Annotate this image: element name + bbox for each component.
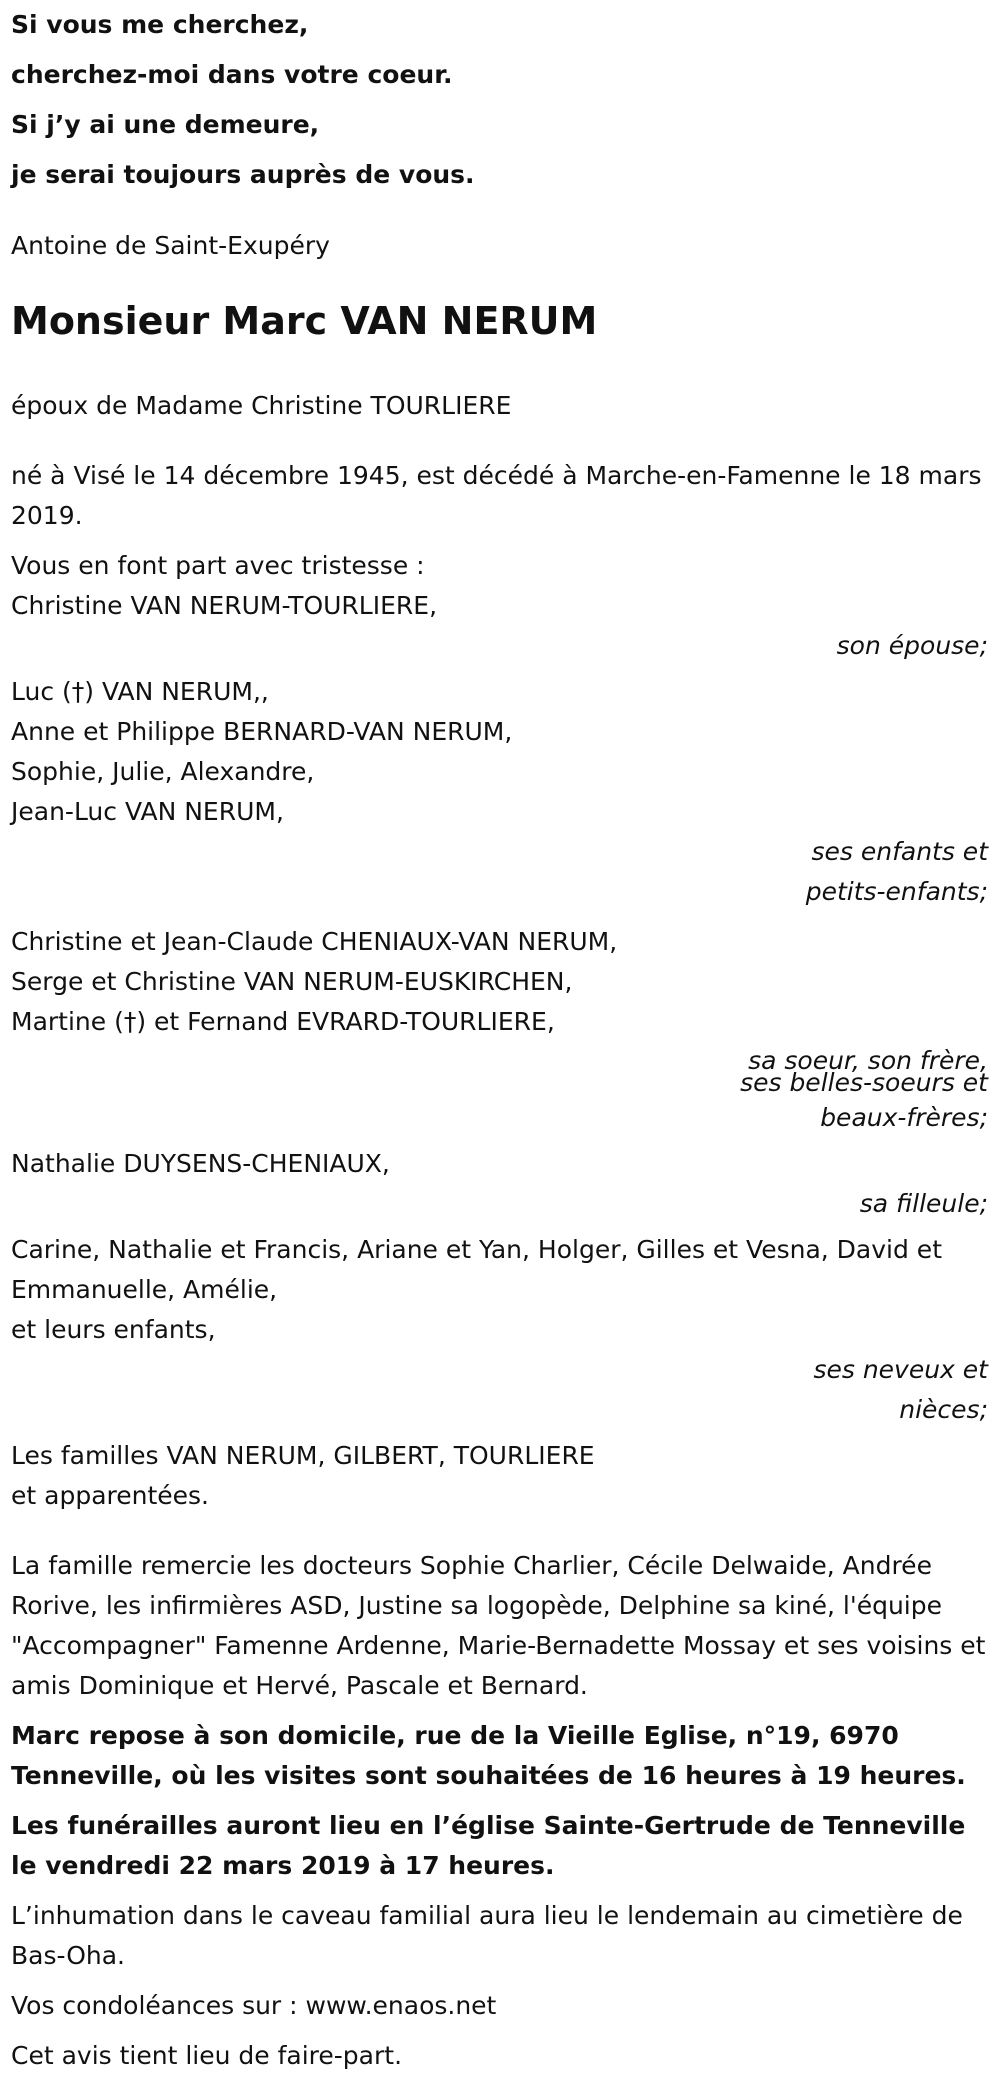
family-member-line: Serge et Christine VAN NERUM-EUSKIRCHEN, [11, 967, 573, 996]
family-member-line: Carine, Nathalie et Francis, Ariane et Yan, Holger, Gilles et Vesna, David et Emmanuelle, Amélie, [11, 1235, 942, 1304]
family-member-line: Sophie, Julie, Alexandre, [11, 757, 315, 786]
family-member-line: Jean-Luc VAN NERUM, [11, 797, 284, 826]
thanks-paragraph: La famille remercie les docteurs Sophie Charlier, Cécile Delwaide, Andrée Rorive, les infirmières ASD, Justine sa logopède, Delphine sa kiné, l'équipe "Accompagner" Famenne Ardenne, Marie-Bernadette Mossay et ses voisins et amis Dominique et Hervé, Pascale et Bernard. [11, 1551, 986, 1700]
funeral-paragraph: Les funérailles auront lieu en l’église Sainte-Gertrude de Tenneville le vendredi 22 mars 2019 à 17 heures. [11, 1811, 966, 1880]
poem-line: Si j’y ai une demeure, [11, 110, 320, 139]
burial-paragraph: L’inhumation dans le caveau familial aura lieu le lendemain au cimetière de Bas-Oha. [11, 1901, 963, 1970]
relationship-label: beaux-frères; [820, 1103, 988, 1132]
spouse-line: époux de Madame Christine TOURLIERE [11, 391, 512, 420]
poem-quote [11, 0, 990, 200]
relationship-label: sa soeur, son frère, [748, 1046, 988, 1075]
family-group-nephews [11, 1230, 990, 1430]
family-member-line: Christine VAN NERUM-TOURLIERE, [11, 591, 438, 620]
family-group-families [11, 1436, 990, 1516]
family-group-children [11, 672, 990, 912]
quote-author: Antoine de Saint-Exupéry [11, 231, 330, 260]
intro-text: Vous en font part avec tristesse : [11, 551, 425, 580]
relationship-label: sa filleule; [859, 1189, 988, 1218]
family-member-line: Nathalie DUYSENS-CHENIAUX, [11, 1149, 390, 1178]
repose-paragraph: Marc repose à son domicile, rue de la Vieille Eglise, n°19, 6970 Tenneville, où les visites sont souhaitées de 16 heures à 19 heures. [11, 1721, 966, 1790]
poem-line: cherchez-moi dans votre coeur. [11, 60, 453, 89]
family-member-line: Anne et Philippe BERNARD-VAN NERUM, [11, 717, 513, 746]
birth-death-text: né à Visé le 14 décembre 1945, est décédé à Marche-en-Famenne le 18 mars 2019. [11, 461, 982, 530]
family-group-goddaughter [11, 1144, 990, 1224]
relationship-label: ses belles-soeurs et [740, 1068, 988, 1097]
family-member-line: Les familles VAN NERUM, GILBERT, TOURLIERE [11, 1441, 595, 1470]
family-member-line: Luc (†) VAN NERUM,, [11, 677, 269, 706]
family-member-line: et leurs enfants, [11, 1315, 216, 1344]
family-member-line: et apparentées. [11, 1481, 209, 1510]
deceased-name: Monsieur Marc VAN NERUM [11, 299, 598, 343]
family-member-line: Christine et Jean-Claude CHENIAUX-VAN NERUM, [11, 927, 618, 956]
family-group-spouse [11, 586, 990, 666]
poem-line: je serai toujours auprès de vous. [11, 160, 475, 189]
relationship-label: nièces; [899, 1395, 988, 1424]
relationship-label: petits-enfants; [805, 877, 988, 906]
condolences-text: Vos condoléances sur : www.enaos.net [11, 1991, 497, 2020]
relationship-label: ses enfants et [811, 837, 988, 866]
relationship-label: ses neveux et [813, 1355, 988, 1384]
family-group-siblings [11, 922, 990, 1138]
relationship-label: son épouse; [836, 631, 988, 660]
notice-text: Cet avis tient lieu de faire-part. [11, 2041, 403, 2070]
family-member-line: Martine (†) et Fernand EVRARD-TOURLIERE, [11, 1007, 555, 1036]
poem-line: Si vous me cherchez, [11, 10, 309, 39]
